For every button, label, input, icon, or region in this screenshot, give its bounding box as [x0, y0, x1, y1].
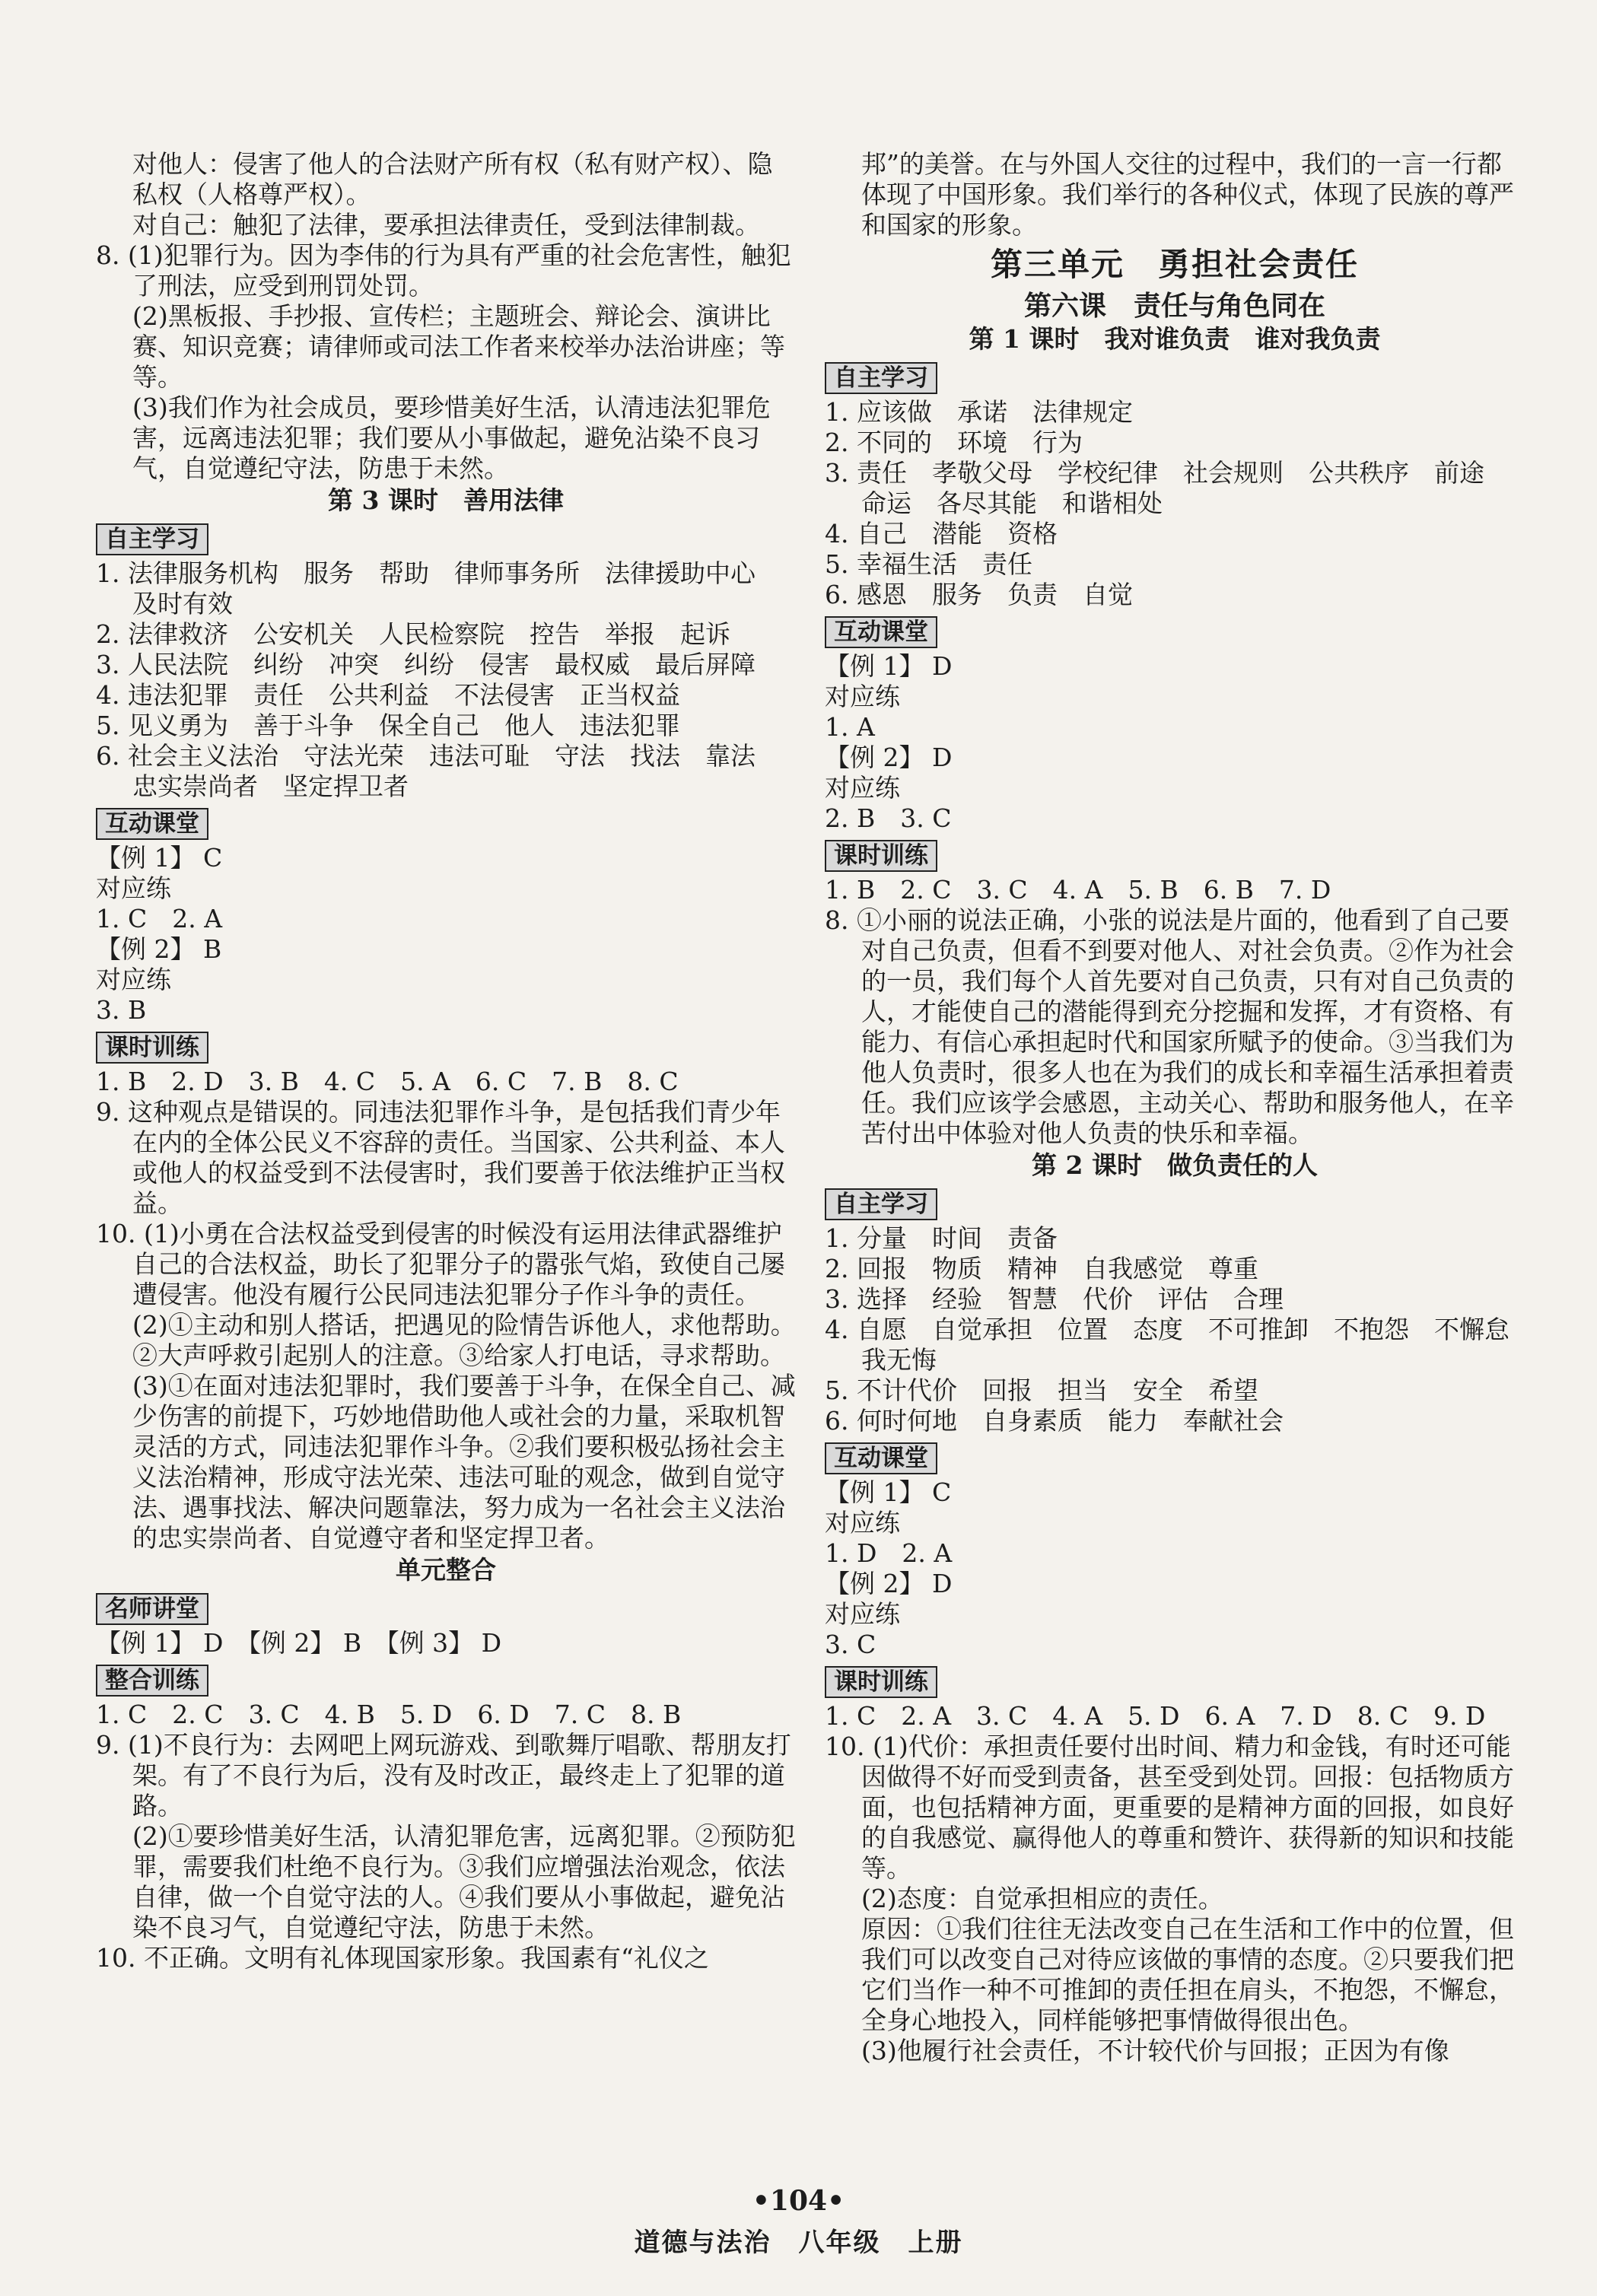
section-tag: 自主学习 — [825, 1188, 937, 1220]
section-tag-wrapper — [825, 1436, 1525, 1477]
answer-block: 5. 不计代价 回报 担当 安全 希望 — [825, 1375, 1258, 1405]
answer-block: 6. 感恩 服务 负责 自觉 — [825, 580, 1133, 609]
answer-block: 2. B 3. C — [825, 803, 952, 833]
answer-block: 1. B 2. C 3. C 4. A 5. B 6. B 7. D — [825, 875, 1331, 905]
lesson-heading: 第 1 课时 我对谁负责 谁对我负责 — [969, 324, 1381, 354]
answer-block: 邦”的美誉。在与外国人交往的过程中，我们的一言一行都体现了中国形象。我们举行的各种仪式，体现了民族的尊严和国家的形象。 — [861, 149, 1514, 240]
answer-block: 对应练 — [825, 682, 900, 711]
answer-block: 2. 回报 物质 精神 自我感觉 尊重 — [825, 1254, 1258, 1283]
answer-block: 对应练 — [96, 965, 171, 994]
answer-block: 4. 自己 潜能 资格 — [825, 519, 1058, 549]
answer-block: 对自己：触犯了法律，要承担法律责任，受到法律制裁。 — [132, 210, 760, 240]
answer-block: 1. D 2. A — [825, 1538, 953, 1568]
answer-block: 【例 2】 D — [825, 1569, 953, 1598]
answer-block: 【例 1】 D — [825, 651, 953, 681]
lesson-heading: 单元整合 — [396, 1555, 496, 1585]
section-tag-wrapper — [825, 356, 1525, 397]
answer-block: (2)态度：自觉承担相应的责任。 — [861, 1884, 1223, 1913]
answer-block: (2)①主动和别人搭话，把遇见的险情告诉他人，求他帮助。②大声呼救引起别人的注意。③给家人打电话，寻求帮助。 — [132, 1310, 796, 1370]
answer-block: 【例 1】 C — [825, 1477, 952, 1507]
answer-block: 10. (1)代价：承担责任要付出时间、精力和金钱，有时还可能因做得不好而受到责备，甚至受到处罚。回报：包括物质方面，也包括精神方面，更重要的是精神方面的回报，如良好的自我感觉、赢得他人的尊重和赞许、获得新的知识和技能等。 — [825, 1732, 1514, 1883]
course-heading: 第六课 责任与角色同在 — [1023, 290, 1325, 322]
answer-block: 1. 分量 时间 责备 — [825, 1223, 1058, 1253]
answer-block: 对应练 — [825, 773, 900, 803]
answer-block: 【例 1】 D 【例 2】 B 【例 3】 D — [96, 1628, 502, 1658]
section-tag: 整合训练 — [96, 1665, 208, 1697]
section-tag: 课时训练 — [825, 840, 937, 872]
section-tag-wrapper — [96, 1658, 796, 1700]
answer-block: 【例 2】 B — [96, 934, 222, 964]
section-tag: 名师讲堂 — [96, 1593, 208, 1625]
answer-block: (3)①在面对违法犯罪时，我们要善于斗争，在保全自己、减少伤害的前提下，巧妙地借助他人或社会的力量，采取机智灵活的方式，同违法犯罪作斗争。②我们要积极弘扬社会主义法治精神，形成守法光荣、违法可耻的观念，做到自觉守法、遇事找法、解决问题靠法，努力成为一名社会主义法治的忠实崇尚者、自觉遵守者和坚定捍卫者。 — [132, 1371, 796, 1553]
answer-block: 1. 法律服务机构 服务 帮助 律师事务所 法律援助中心 及时有效 — [96, 558, 781, 619]
lesson-heading: 第 3 课时 善用法律 — [328, 485, 564, 515]
answer-block: 1. A — [825, 712, 875, 742]
section-tag-wrapper — [96, 1026, 796, 1067]
answer-block: 10. (1)小勇在合法权益受到侵害的时候没有运用法律武器维护自己的合法权益，助长了犯罪分子的嚣张气焰，致使自己屡遭侵害。他没有履行公民同违法犯罪分子作斗争的责任。 — [96, 1219, 785, 1309]
answer-block: 3. B — [96, 995, 147, 1025]
answer-block: 5. 幸福生活 责任 — [825, 549, 1032, 579]
answer-block: 1. C 2. C 3. C 4. B 5. D 6. D 7. C 8. B — [96, 1700, 682, 1729]
section-tag-wrapper — [825, 1182, 1525, 1223]
answer-block: 【例 1】 C — [96, 843, 223, 873]
section-tag: 自主学习 — [96, 523, 208, 555]
lesson-heading: 第 2 课时 做负责任的人 — [1032, 1150, 1318, 1180]
section-tag-wrapper — [825, 1660, 1525, 1701]
answer-block: 10. 不正确。文明有礼体现国家形象。我国素有“礼仪之 — [96, 1943, 709, 1973]
answer-block: 8. (1)犯罪行为。因为李伟的行为具有严重的社会危害性，触犯了刑法，应受到刑罚处罚。 — [96, 240, 791, 301]
answer-block: 1. 应该做 承诺 法律规定 — [825, 397, 1133, 427]
section-tag-wrapper — [96, 1587, 796, 1628]
unit-heading: 第三单元 勇担社会责任 — [990, 246, 1359, 283]
answer-block: 【例 2】 D — [825, 743, 953, 772]
answer-block: 原因：①我们往往无法改变自己在生活和工作中的位置，但我们可以改变自己对待应该做的事情的态度。②只要我们把它们当作一种不可推卸的责任担在肩头，不抱怨，不懈怠，全身心地投入，同样能够把事情做得很出色。 — [861, 1914, 1514, 2035]
answer-block: 2. 不同的 环境 行为 — [825, 428, 1083, 457]
answer-block: 3. 责任 孝敬父母 学校纪律 社会规则 公共秩序 前途 命运 各尽其能 和谐相处 — [825, 458, 1510, 518]
answer-block: 5. 见义勇为 善于斗争 保全自己 他人 违法犯罪 — [96, 711, 680, 740]
answer-block: 对应练 — [825, 1599, 900, 1629]
answer-block: 1. C 2. A — [96, 904, 223, 933]
answer-block: 9. (1)不良行为：去网吧上网玩游戏、到歌舞厅唱歌、帮朋友打架。有了不良行为后，没有及时改正，最终走上了犯罪的道路。 — [96, 1730, 791, 1821]
answer-block: 6. 何时何地 自身素质 能力 奉献社会 — [825, 1406, 1284, 1436]
answer-block: (3)他履行社会责任，不计较代价与回报；正因为有像 — [861, 2036, 1449, 2065]
answer-block: 3. C — [825, 1630, 876, 1659]
right-column — [825, 149, 1535, 2066]
answer-block: (2)①要珍惜美好生活，认清犯罪危害，远离犯罪。②预防犯罪，需要我们杜绝不良行为。③我们应增强法治观念，依法自律，做一个自觉守法的人。④我们要从小事做起，避免沾染不良习气，自觉遵纪守法，防患于未然。 — [132, 1821, 796, 1942]
section-tag: 互动课堂 — [825, 1442, 937, 1474]
answer-block: 对他人：侵害了他人的合法财产所有权（私有财产权）、隐私权（人格尊严权）。 — [132, 149, 773, 209]
answer-block: 3. 人民法院 纠纷 冲突 纠纷 侵害 最权威 最后屏障 — [96, 650, 756, 679]
answer-block: 9. 这种观点是错误的。同违法犯罪作斗争，是包括我们青少年在内的全体公民义不容辞的责任。当国家、公共利益、本人或他人的权益受到不法侵害时，我们要善于依法维护正当权益。 — [96, 1097, 785, 1218]
answer-block: (3)我们作为社会成员，要珍惜美好生活，认清违法犯罪危害，远离违法犯罪；我们要从小事做起，避免沾染不良习气，自觉遵纪守法，防患于未然。 — [132, 393, 771, 483]
section-tag-wrapper — [96, 802, 796, 843]
answer-block: 1. C 2. A 3. C 4. A 5. D 6. A 7. D 8. C 9. D — [825, 1701, 1486, 1731]
section-tag: 课时训练 — [96, 1032, 208, 1064]
section-tag-wrapper — [825, 834, 1525, 875]
section-tag: 课时训练 — [825, 1666, 937, 1698]
answer-block: 8. ①小丽的说法正确，小张的说法是片面的，他看到了自己要对自己负责，但看不到要对他人、对社会负责。②作为社会的一员，我们每个人首先要对自己负责，只有对自己负责的人，才能使自己的潜能得到充分挖掘和发挥，才有资格、有能力、有信心承担起时代和国家所赋予的使命。③当我们为他人负责时，很多人也在为我们的成长和幸福生活承担着责任。我们应该学会感恩，主动关心、帮助和服务他人，在辛苦付出中体验对他人负责的快乐和幸福。 — [825, 905, 1514, 1148]
left-column — [96, 149, 796, 1973]
answer-block: 3. 选择 经验 智慧 代价 评估 合理 — [825, 1284, 1284, 1314]
section-tag: 自主学习 — [825, 362, 937, 394]
answer-block: 对应练 — [96, 873, 171, 903]
section-tag-wrapper — [96, 517, 796, 558]
page-number: •104• — [752, 2185, 845, 2217]
answer-block: 6. 社会主义法治 守法光荣 违法可耻 守法 找法 靠法 忠实崇尚者 坚定捍卫者 — [96, 741, 781, 801]
answer-block: 4. 自愿 自觉承担 位置 态度 不可推卸 不抱怨 不懈怠 我无悔 — [825, 1315, 1535, 1375]
section-tag: 互动课堂 — [825, 616, 937, 648]
section-tag: 互动课堂 — [96, 808, 208, 840]
answer-block: 1. B 2. D 3. B 4. C 5. A 6. C 7. B 8. C — [96, 1067, 679, 1096]
answer-block: (2)黑板报、手抄报、宣传栏；主题班会、辩论会、演讲比赛、知识竞赛；请律师或司法工作者来校举办法治讲座；等等。 — [132, 301, 785, 392]
book-title: 道德与法治 八年级 上册 — [634, 2228, 963, 2258]
answer-block: 4. 违法犯罪 责任 公共利益 不法侵害 正当权益 — [96, 680, 680, 710]
section-tag-wrapper — [825, 610, 1525, 651]
answer-block: 对应练 — [825, 1508, 900, 1538]
answer-block: 2. 法律救济 公安机关 人民检察院 控告 举报 起诉 — [96, 619, 730, 649]
